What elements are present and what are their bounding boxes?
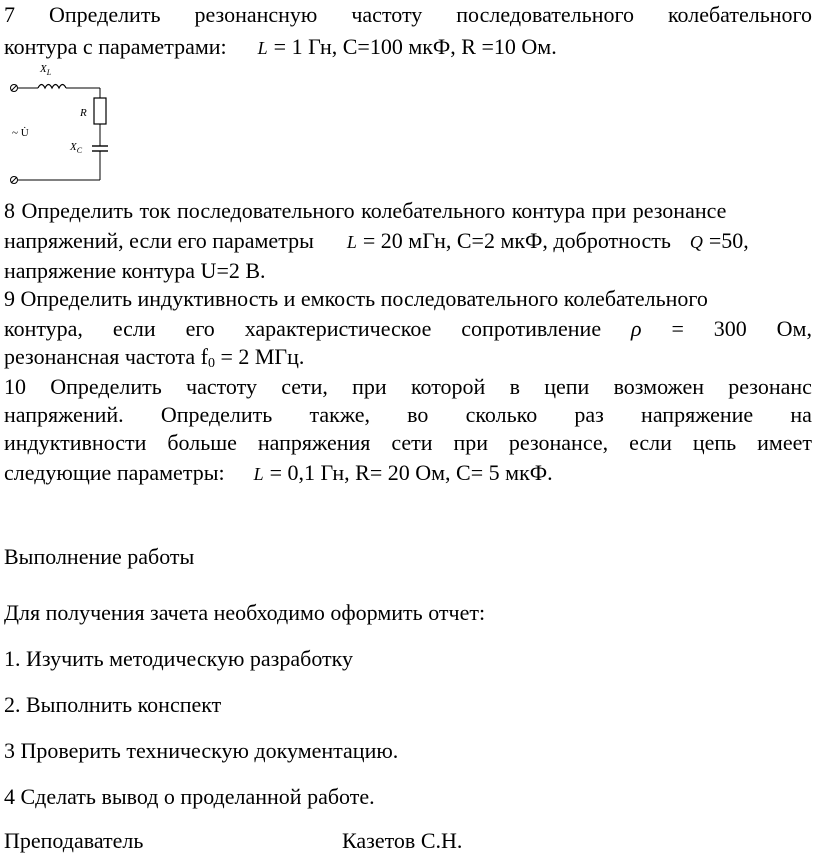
inductance-symbol: L (257, 38, 268, 58)
task-8-line-3: напряжение контура U=2 В. (4, 258, 266, 283)
word: Определить (50, 374, 162, 399)
word: последовательного (456, 2, 634, 27)
inductance-symbol: L (346, 232, 357, 252)
quality-factor-symbol: Q (689, 232, 703, 252)
word: частоту (351, 2, 423, 27)
signature-line (4, 828, 812, 854)
word: резонансе, (508, 430, 609, 455)
word: Определить (48, 2, 161, 27)
task-10-line-3 (4, 430, 812, 456)
word: цепь (692, 430, 737, 455)
word: контура, (4, 316, 83, 341)
resistor-symbol (94, 98, 106, 124)
word: во (407, 402, 429, 427)
report-intro: Для получения зачета необходимо оформить отчет: (4, 600, 486, 625)
task-8-params: = 20 мГн, С=2 мкФ, добротность (362, 228, 671, 253)
step-item: 4 Сделать вывод о проделанной работе. (4, 784, 375, 809)
step-item: 3 Проверить техническую документацию. (4, 738, 399, 763)
task-10-line-4 (4, 460, 812, 487)
word: сколько (465, 402, 538, 427)
word: 300 (713, 316, 747, 341)
task-7-line-1 (4, 2, 812, 28)
word: 7 (4, 2, 15, 27)
capacitor-label: $X_C$ (70, 141, 83, 155)
word: которой (410, 374, 486, 399)
inductor-symbol (38, 85, 66, 89)
task-10-text: следующие параметры: (4, 460, 225, 485)
task-8-text: напряжений, если его параметры (4, 228, 314, 253)
task-7-params: = 1 Гн, С=100 мкФ, R =10 Ом. (273, 34, 557, 59)
word: = (671, 316, 684, 341)
task-10-line-2 (4, 402, 812, 428)
resistor-label: R (80, 107, 87, 119)
word: колебательного (667, 2, 812, 27)
word: раз (574, 402, 604, 427)
word: если (629, 430, 672, 455)
word: напряжение (641, 402, 754, 427)
task-7-params-label: контура с параметрами: (4, 34, 227, 59)
word: резонансную (194, 2, 318, 27)
task-9-line-1: 9 Определить индуктивность и емкость последовательного колебательного (4, 286, 708, 311)
word: имеет (757, 430, 812, 455)
task-7-line-2 (4, 34, 812, 61)
word: его (185, 316, 215, 341)
step-item: 2. Выполнить конспект (4, 692, 222, 717)
inductor-label: $X_L$ (40, 63, 52, 77)
word: индуктивности (4, 430, 147, 455)
series-rlc-circuit-diagram (4, 58, 130, 190)
word: в (509, 374, 520, 399)
word: возможен (613, 374, 705, 399)
step-item: 1. Изучить методическую разработку (4, 646, 354, 671)
source-voltage-label: ~ U̇ (12, 127, 29, 139)
word: сети (391, 430, 433, 455)
word: цепи (544, 374, 590, 399)
word: сопротивление (461, 316, 602, 341)
task-9-line-2 (4, 316, 812, 342)
task-9-text: резонансная частота f (4, 344, 208, 369)
word: Определить (160, 402, 273, 427)
word: резонанс (728, 374, 812, 399)
word: напряжения (257, 430, 371, 455)
word: если (112, 316, 156, 341)
word: при (352, 374, 387, 399)
task-8-q-value: =50, (708, 228, 749, 253)
word: на (790, 402, 812, 427)
word: характеристическое (244, 316, 432, 341)
teacher-label: Преподаватель (4, 828, 144, 853)
word: Ом, (776, 316, 812, 341)
task-10-params: = 0,1 Гн, R= 20 Ом, С= 5 мкФ. (269, 460, 553, 485)
task-9-frequency: = 2 МГц. (214, 344, 305, 369)
task-9-line-3 (4, 344, 812, 377)
word: 10 (4, 374, 26, 399)
subscript: 0 (207, 356, 215, 371)
word: также, (309, 402, 370, 427)
task-8-line-1: 8 Определить ток последовательного колебательного контура при резонансе (4, 198, 727, 223)
rho-symbol: ρ (630, 316, 642, 341)
inductance-symbol: L (253, 464, 264, 484)
word: при (453, 430, 488, 455)
word: частоту (186, 374, 257, 399)
word: больше (167, 430, 237, 455)
teacher-name: Казетов С.Н. (342, 828, 463, 853)
task-10-line-1 (4, 374, 812, 400)
task-8-line-2 (4, 228, 812, 255)
section-title: Выполнение работы (4, 544, 195, 569)
word: напряжений. (4, 402, 124, 427)
word: сети, (281, 374, 328, 399)
